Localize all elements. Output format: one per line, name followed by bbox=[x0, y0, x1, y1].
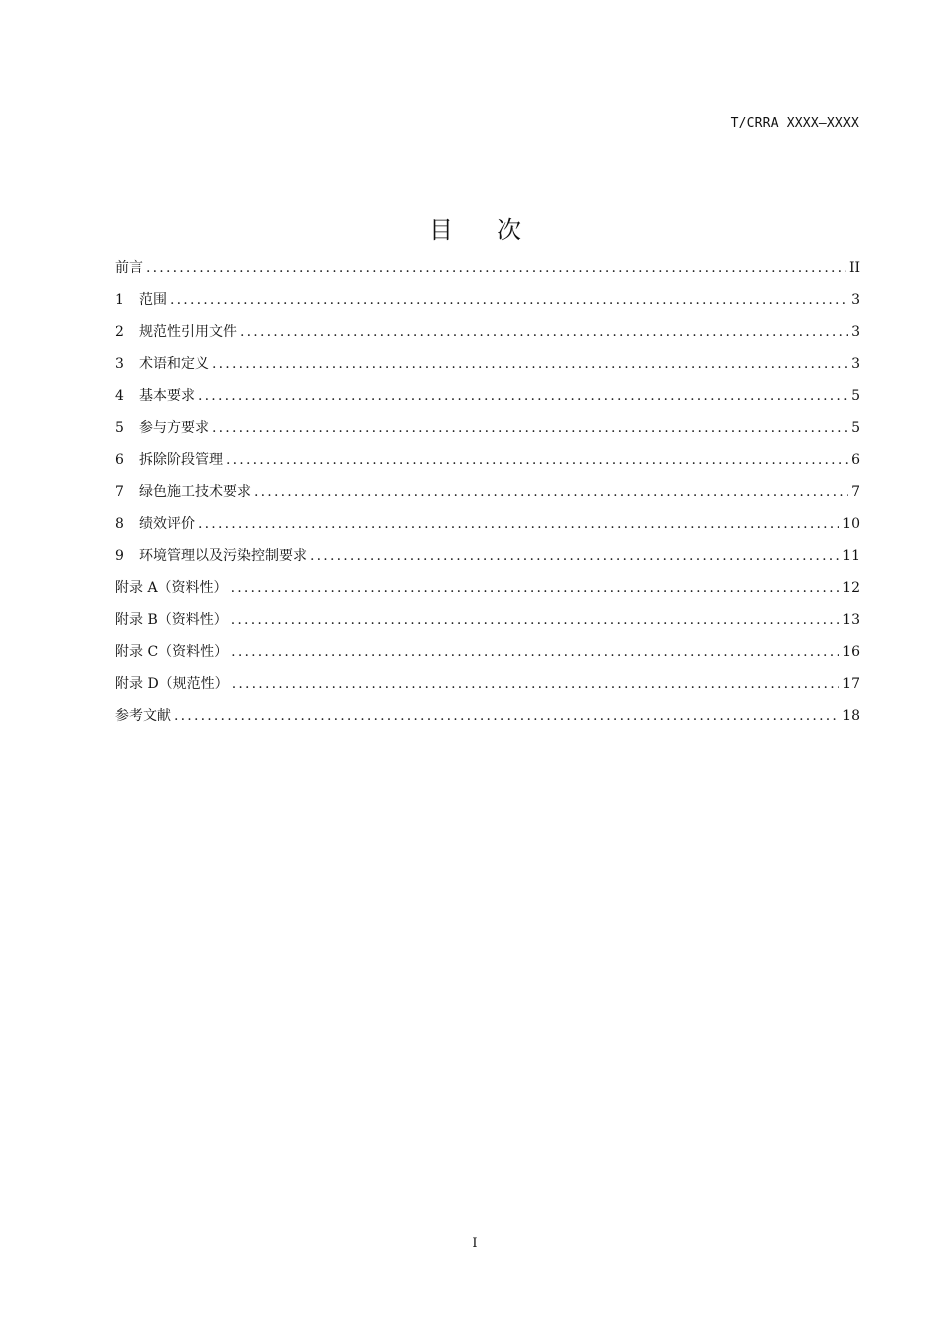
toc-entry-label: 附录 C（资料性） bbox=[115, 644, 229, 660]
document-code: T/CRRA XXXX—XXXX bbox=[730, 116, 859, 131]
toc-dot-leader bbox=[198, 384, 848, 408]
toc-entry-appendix-c[interactable] bbox=[115, 640, 860, 672]
toc-section-number: 3 bbox=[115, 356, 124, 372]
title-char-2: 次 bbox=[497, 216, 521, 245]
toc-page-number: 7 bbox=[851, 484, 860, 500]
toc-dot-leader bbox=[231, 576, 840, 600]
toc-entry-label: 参与方要求 bbox=[139, 420, 209, 436]
toc-entry-participant-requirements[interactable] bbox=[115, 416, 860, 448]
toc-dot-leader bbox=[240, 320, 848, 344]
toc-dot-leader bbox=[212, 352, 848, 376]
toc-entry-label: 附录 B（资料性） bbox=[115, 612, 228, 628]
toc-page-number: 5 bbox=[851, 420, 860, 436]
toc-entry-appendix-d[interactable] bbox=[115, 672, 860, 704]
toc-section-number: 9 bbox=[115, 548, 124, 564]
toc-entry-label: 范围 bbox=[139, 292, 167, 308]
toc-entry-demolition-management[interactable] bbox=[115, 448, 860, 480]
toc-page-number: 12 bbox=[842, 580, 860, 596]
toc-section-number: 1 bbox=[115, 292, 124, 308]
table-of-contents bbox=[115, 256, 860, 736]
toc-entry-label: 环境管理以及污染控制要求 bbox=[139, 548, 307, 564]
toc-entry-terms-definitions[interactable] bbox=[115, 352, 860, 384]
toc-entry-environmental-management[interactable] bbox=[115, 544, 860, 576]
toc-entry-label: 规范性引用文件 bbox=[139, 324, 237, 340]
toc-entry-appendix-b[interactable] bbox=[115, 608, 860, 640]
toc-entry-normative-references[interactable] bbox=[115, 320, 860, 352]
toc-dot-leader bbox=[232, 672, 839, 696]
toc-entry-label: 绩效评价 bbox=[139, 516, 195, 532]
toc-page-number: 10 bbox=[842, 516, 860, 532]
toc-dot-leader bbox=[231, 640, 839, 664]
toc-section-number: 8 bbox=[115, 516, 124, 532]
toc-page-number: 5 bbox=[851, 388, 860, 404]
toc-section-number: 4 bbox=[115, 388, 124, 404]
toc-entry-label: 参考文献 bbox=[115, 708, 171, 724]
toc-dot-leader bbox=[170, 288, 848, 312]
toc-dot-leader bbox=[231, 608, 839, 632]
page-number-footer: I bbox=[472, 1236, 478, 1251]
toc-entry-appendix-a[interactable] bbox=[115, 576, 860, 608]
toc-section-number: 7 bbox=[115, 484, 124, 500]
toc-entry-label: 前言 bbox=[115, 260, 143, 276]
toc-entry-label: 附录 A（资料性） bbox=[115, 580, 228, 596]
toc-entry-label: 拆除阶段管理 bbox=[139, 452, 223, 468]
toc-entry-performance-evaluation[interactable] bbox=[115, 512, 860, 544]
toc-section-number: 6 bbox=[115, 452, 124, 468]
toc-entry-scope[interactable] bbox=[115, 288, 860, 320]
toc-page-number: 3 bbox=[851, 324, 860, 340]
toc-entry-bibliography[interactable] bbox=[115, 704, 860, 736]
toc-page-number: 17 bbox=[842, 676, 860, 692]
toc-page-number: 3 bbox=[851, 292, 860, 308]
toc-page-number: II bbox=[848, 260, 860, 276]
page-title bbox=[0, 210, 950, 245]
toc-section-number: 2 bbox=[115, 324, 124, 340]
toc-dot-leader bbox=[310, 544, 839, 568]
toc-dot-leader bbox=[146, 256, 846, 280]
toc-page-number: 18 bbox=[842, 708, 860, 724]
toc-dot-leader bbox=[226, 448, 848, 472]
toc-page-number: 11 bbox=[842, 548, 860, 564]
toc-entry-label: 术语和定义 bbox=[139, 356, 209, 372]
toc-entry-label: 附录 D（规范性） bbox=[115, 676, 229, 692]
toc-entry-green-construction[interactable] bbox=[115, 480, 860, 512]
title-char-1: 目 bbox=[429, 216, 453, 245]
toc-entry-label: 绿色施工技术要求 bbox=[139, 484, 251, 500]
toc-page-number: 16 bbox=[842, 644, 860, 660]
toc-page-number: 6 bbox=[851, 452, 860, 468]
toc-dot-leader bbox=[174, 704, 839, 728]
toc-entry-label: 基本要求 bbox=[139, 388, 195, 404]
toc-dot-leader bbox=[254, 480, 848, 504]
toc-page-number: 13 bbox=[842, 612, 860, 628]
toc-section-number: 5 bbox=[115, 420, 124, 436]
toc-dot-leader bbox=[212, 416, 848, 440]
toc-dot-leader bbox=[198, 512, 839, 536]
toc-entry-basic-requirements[interactable] bbox=[115, 384, 860, 416]
toc-entry-foreword[interactable] bbox=[115, 256, 860, 288]
toc-page-number: 3 bbox=[851, 356, 860, 372]
